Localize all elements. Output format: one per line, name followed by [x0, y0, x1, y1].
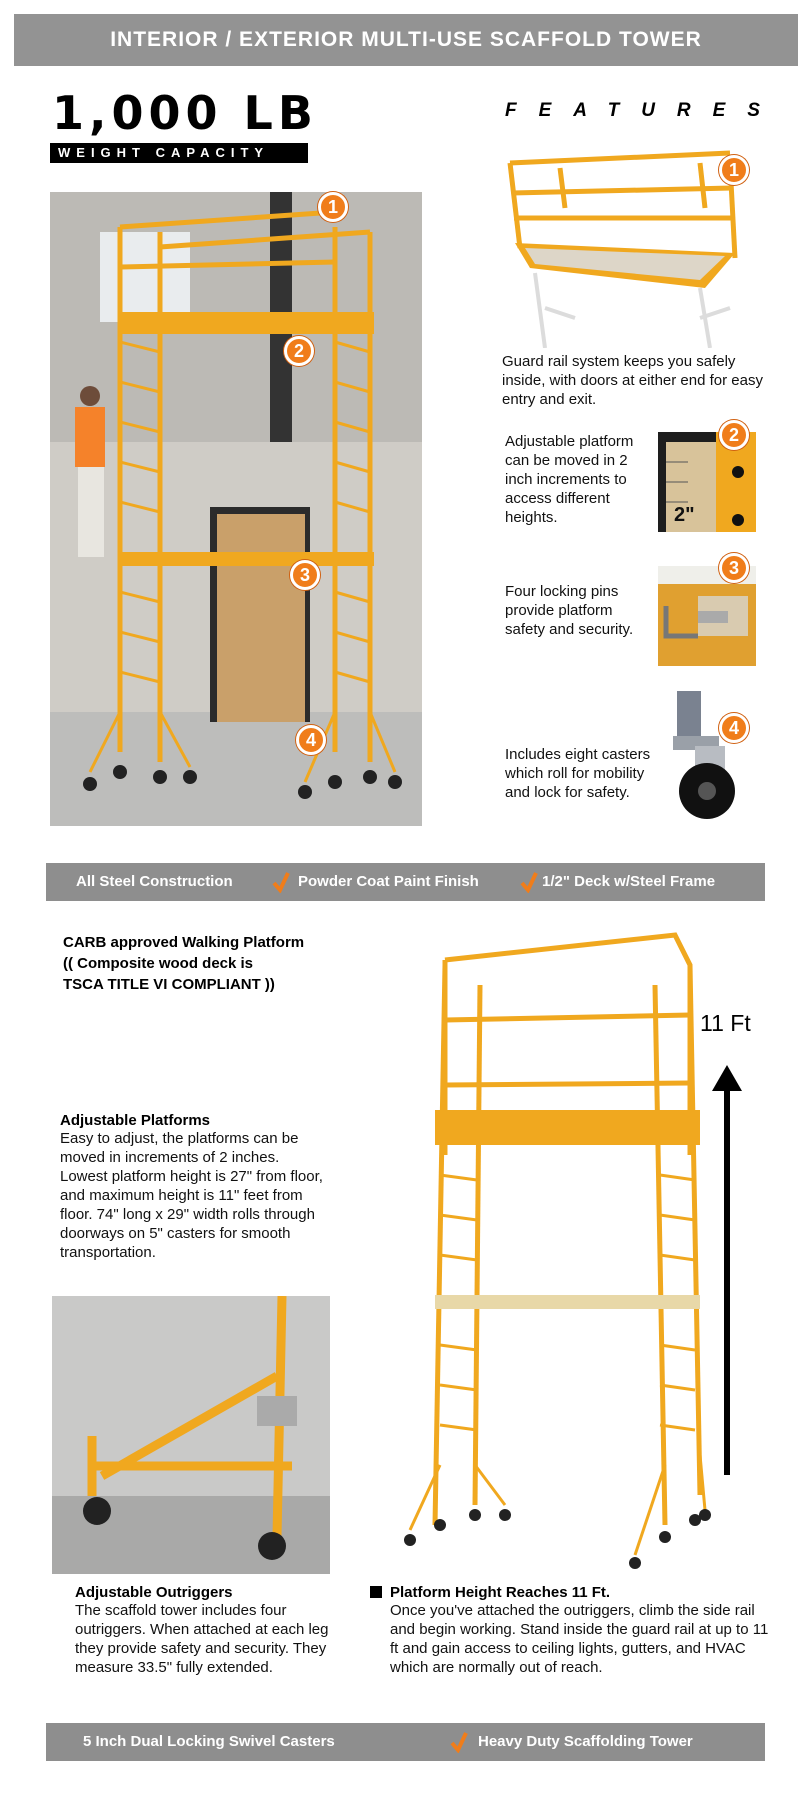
main-photo-badge-4: 4 — [296, 725, 326, 755]
header-banner — [14, 14, 798, 66]
caster-photo — [665, 686, 751, 826]
main-scaffold-photo — [50, 192, 422, 826]
bar-item-powder: Powder Coat Paint Finish — [298, 873, 479, 890]
feature-text-4: Includes eight casters which roll for mobility and lock for safety. — [505, 746, 651, 801]
main-photo-badge-2: 2 — [284, 336, 314, 366]
feature-badge-3: 3 — [719, 553, 749, 583]
outrigger-photo — [52, 1296, 330, 1574]
adjustable-platforms-section — [60, 1112, 328, 1262]
page-title: INTERIOR / EXTERIOR MULTI-USE SCAFFOLD TOWER — [110, 28, 702, 51]
main-photo-badge-3: 3 — [290, 560, 320, 590]
bottom-bar — [46, 1723, 765, 1761]
feature-text-2: Adjustable platform can be moved in 2 inch increments to access different heights. — [505, 433, 634, 526]
bar-item-casters: 5 Inch Dual Locking Swivel Casters — [83, 1733, 335, 1750]
bar-item-deck: 1/2" Deck w/Steel Frame — [542, 873, 716, 890]
check-icon — [272, 871, 290, 893]
carb-statement — [63, 932, 304, 995]
features-title: FEATURES — [505, 100, 782, 121]
platform-height-body: Once you've attached the outriggers, climb the side rail and begin working. Stand inside the guard rail at up to 11 ft and gain access to ceiling lights, gutters, and HVAC which are normally out of reach. — [390, 1602, 769, 1676]
feature-badge-2: 2 — [719, 420, 749, 450]
adjustable-platforms-title: Adjustable Platforms — [60, 1112, 211, 1129]
height-label: 11 Ft — [700, 1010, 751, 1036]
increment-label: 2" — [674, 504, 695, 526]
capacity-label-box — [50, 143, 308, 163]
check-icon — [450, 1731, 468, 1753]
platform-height-section — [370, 1584, 770, 1677]
main-photo-badge-1: 1 — [318, 192, 348, 222]
square-bullet-icon — [370, 1586, 382, 1598]
adjustable-platforms-body: Easy to adjust, the platforms can be moved in increments of 2 inches. Lowest platform height is 27" from floor, and maximum height is 11" feet from floor. 74" long x 29" width rolls through doorways on 5" casters for smooth transportation. — [60, 1130, 323, 1261]
capacity-label: WEIGHT CAPACITY — [58, 145, 270, 160]
outriggers-title: Adjustable Outriggers — [75, 1584, 233, 1601]
check-icon — [520, 871, 538, 893]
carb-line-3: TSCA TITLE VI COMPLIANT )) — [63, 976, 275, 993]
guard-rail-photo — [500, 148, 748, 348]
platform-height-title-text: Platform Height Reaches 11 Ft. — [390, 1584, 611, 1601]
platform-height-title — [370, 1584, 770, 1601]
outriggers-section — [75, 1584, 355, 1677]
carb-line-1: CARB approved Walking Platform — [63, 934, 305, 951]
arrow-up-icon — [712, 1065, 742, 1475]
bar-item-heavy-duty: Heavy Duty Scaffolding Tower — [478, 1733, 693, 1750]
feature-text-1: Guard rail system keeps you safely inside, with doors at either end for easy entry and exit. — [502, 353, 763, 408]
feature-badge-1: 1 — [719, 155, 749, 185]
features-bar — [46, 863, 765, 901]
full-scaffold-photo — [395, 925, 711, 1570]
capacity-value: 1,000 LB — [52, 86, 318, 140]
carb-line-2: (( Composite wood deck is — [63, 955, 254, 972]
bar-item-steel: All Steel Construction — [76, 873, 233, 890]
feature-badge-4: 4 — [719, 713, 749, 743]
feature-text-3: Four locking pins provide platform safety and security. — [505, 583, 634, 638]
outriggers-body: The scaffold tower includes four outriggers. When attached at each leg they provide safety and security. They measure 33.5" fully extended. — [75, 1602, 329, 1676]
